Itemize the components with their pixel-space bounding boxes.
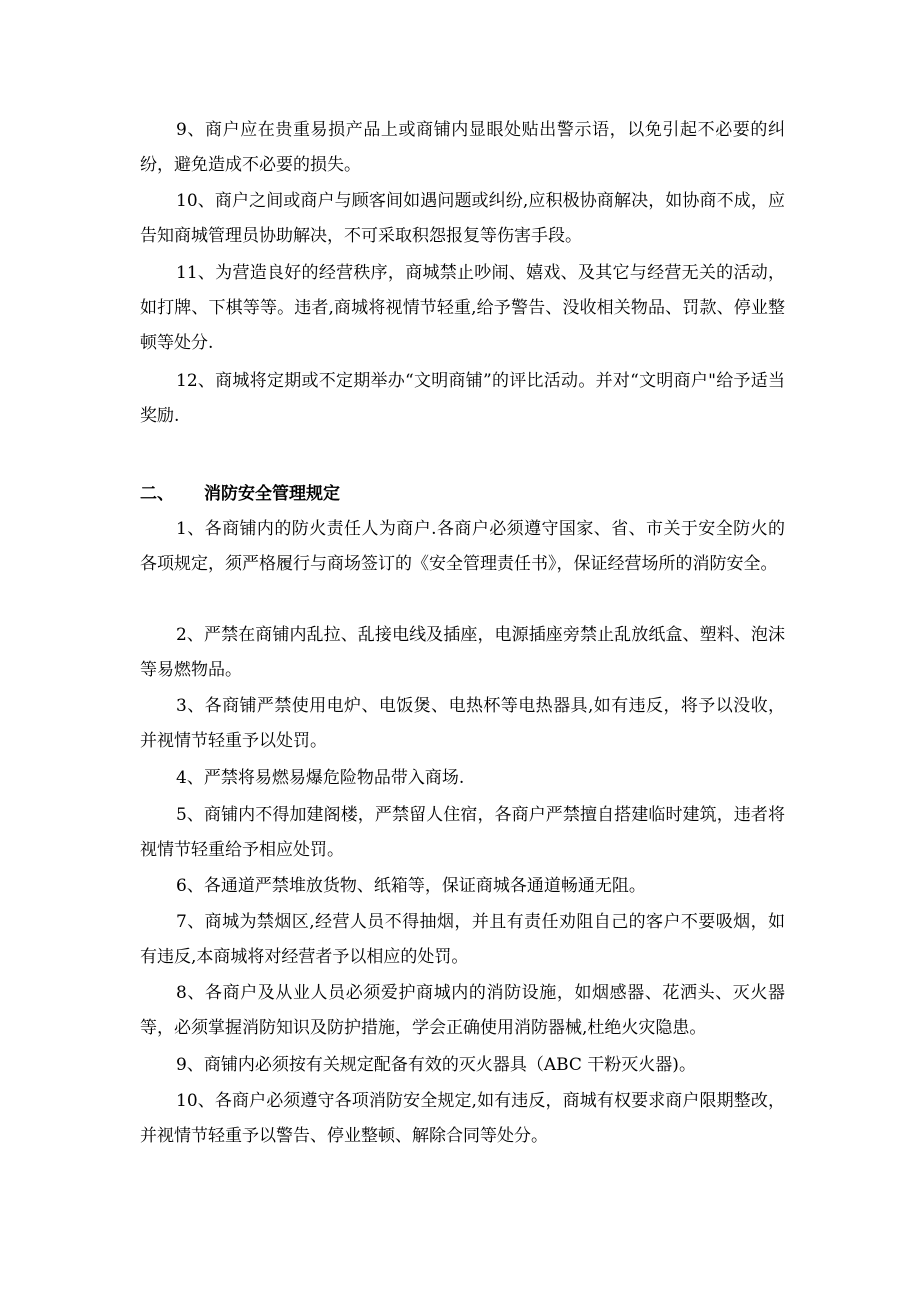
fire-rule-6: 6、各通道严禁堆放货物、纸箱等，保证商城各通道畅通无阻。 xyxy=(176,876,646,896)
fire-rule-8: 8、各商户及从业人员必须爱护商城内的消防设施，如烟感器、花洒头、灭火器等，必须掌握消防知识及防护措施，学会正确使用消防器械,杜绝火灾隐患。 xyxy=(140,983,785,1038)
fire-rule-1: 1、各商铺内的防火责任人为商户.各商户必须遵守国家、省、市关于安全防火的各项规定，须严格履行与商场签订的《安全管理责任书》，保证经营场所的消防安全。 xyxy=(140,519,785,574)
paragraph-item-11: 11、为营造良好的经营秩序，商城禁止吵闹、嬉戏、及其它与经营无关的活动，如打牌、下棋等等。违者,商城将视情节轻重,给予警告、没收相关物品、罚款、停业整顿等处分. xyxy=(140,263,785,353)
fire-rule-10: 10、各商户必须遵守各项消防安全规定,如有违反，商城有权要求商户限期整改，并视情节轻重予以警告、停业整顿、解除合同等处分。 xyxy=(140,1091,785,1146)
fire-rule-4: 4、严禁将易燃易爆危险物品带入商场. xyxy=(176,768,465,788)
fire-rule-5: 5、商铺内不得加建阁楼，严禁留人住宿，各商户严禁擅自搭建临时建筑，违者将视情节轻重给予相应处罚。 xyxy=(140,805,785,860)
paragraph-item-12: 12、商城将定期或不定期举办“文明商铺”的评比活动。并对“文明商户"给予适当奖励. xyxy=(140,371,785,426)
fire-rule-7: 7、商城为禁烟区,经营人员不得抽烟，并且有责任劝阻自己的客户不要吸烟，如有违反,本商城将对经营者予以相应的处罚。 xyxy=(140,912,785,967)
section-title: 消防安全管理规定 xyxy=(204,484,340,504)
section-heading xyxy=(140,477,340,512)
fire-rule-9: 9、商铺内必须按有关规定配备有效的灭火器具（ABC 干粉灭火器)。 xyxy=(176,1055,696,1075)
fire-rule-3: 3、各商铺严禁使用电炉、电饭煲、电热杯等电热器具,如有违反，将予以没收，并视情节轻重予以处罚。 xyxy=(140,696,785,751)
paragraph-item-9: 9、商户应在贵重易损产品上或商铺内显眼处贴出警示语，以免引起不必要的纠纷，避免造成不必要的损失。 xyxy=(140,120,785,175)
section-number: 二、 xyxy=(140,484,174,504)
fire-rule-2: 2、严禁在商铺内乱拉、乱接电线及插座，电源插座旁禁止乱放纸盒、塑料、泡沫等易燃物品。 xyxy=(140,625,785,680)
paragraph-item-10: 10、商户之间或商户与顾客间如遇问题或纠纷,应积极协商解决，如协商不成，应告知商城管理员协助解决，不可采取积怨报复等伤害手段。 xyxy=(140,191,785,246)
